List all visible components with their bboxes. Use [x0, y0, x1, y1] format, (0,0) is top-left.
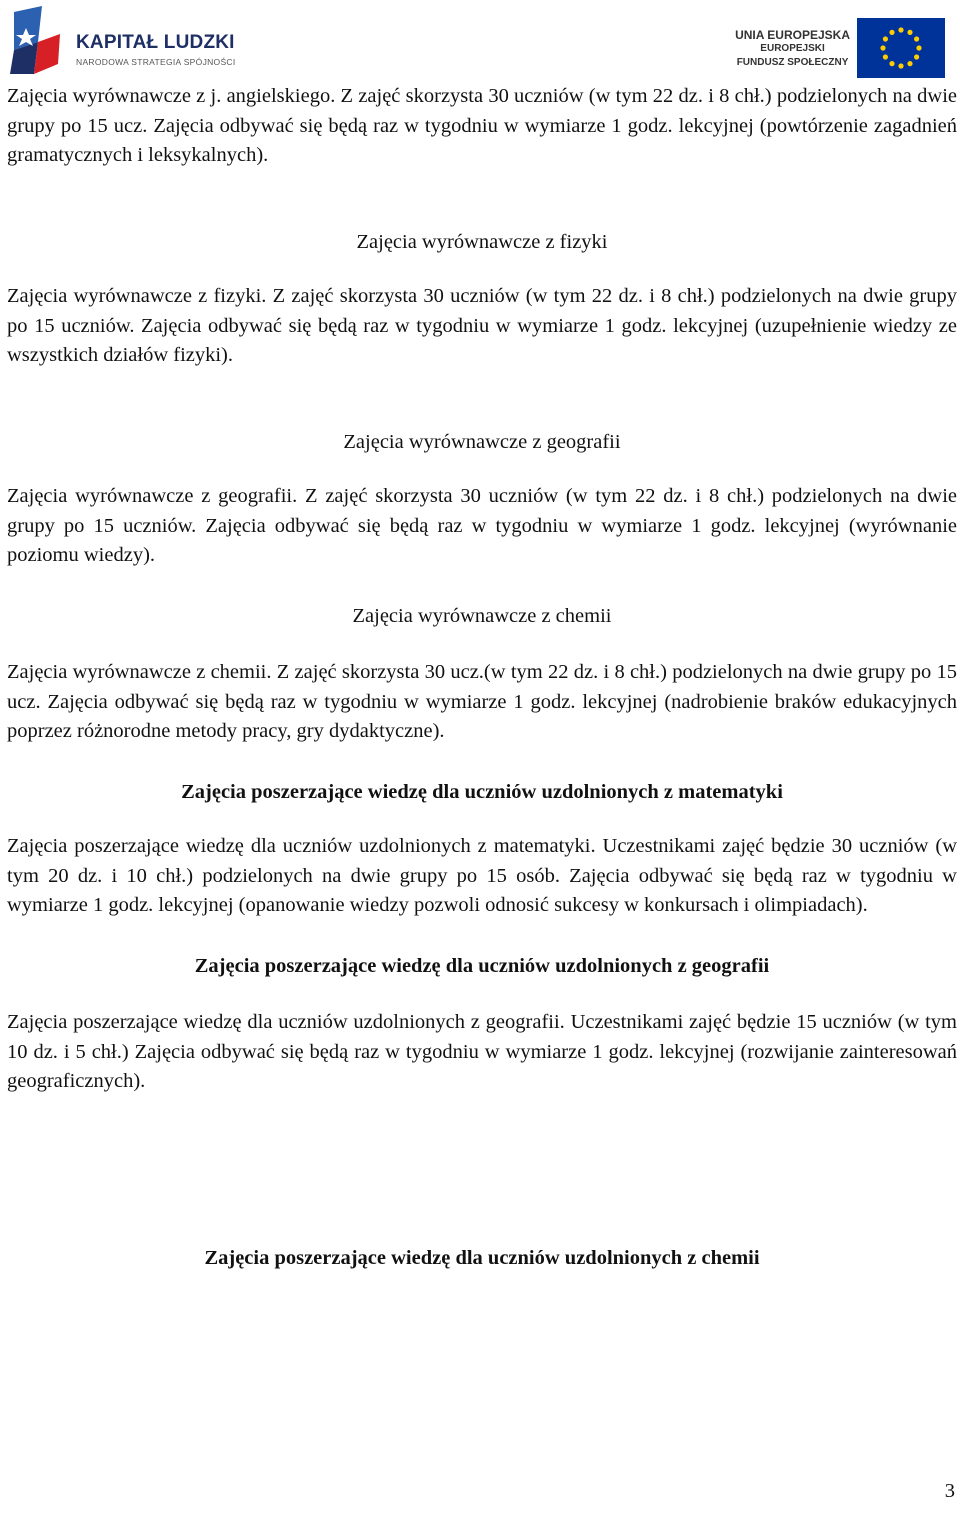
heading-geografia: Zajęcia wyrównawcze z geografii — [343, 430, 621, 453]
eu-logo-line3: FUNDUSZ SPOŁECZNY — [736, 57, 849, 68]
eu-logo-text — [735, 28, 850, 70]
heading-chemia-uzdolnieni: Zajęcia poszerzające wiedzę dla uczniów uzdolnionych z chemii — [204, 1246, 760, 1269]
paragraph-matematyka-uzdolnieni: Zajęcia poszerzające wiedzę dla uczniów uzdolnionych z matematyki. Uczestnikami zajęć będzie 30 uczniów (w tym 20 dz. i 10 chł.) podzielonych na dwie grupy po 15 osób. Zajęcia odbywać się będą raz w tygodniu w wymiarze 1 godz. lekcyjnej (opanowanie wiedzy pozwoli odnosić sukcesy w konkursach i olimpiadach). — [7, 835, 957, 916]
paragraph-angielski: Zajęcia wyrównawcze z j. angielskiego. Z zajęć skorzysta 30 uczniów (w tym 22 dz. i 8 chł.) podzielonych na dwie grupy po 15 ucz. Zajęcia odbywać się będą raz w tygodniu w wymiarze 1 godz. lekcyjnej (powtórzenie zagadnień gramatycznych i leksykalnych). — [7, 85, 957, 166]
heading-fizyka: Zajęcia wyrównawcze z fizyki — [356, 230, 608, 253]
page-header — [0, 0, 960, 82]
paragraph-geografia: Zajęcia wyrównawcze z geografii. Z zajęć skorzysta 30 uczniów (w tym 22 dz. i 8 chł.) podzielonych na dwie grupy po 15 uczniów. Zajęcia odbywać się będą raz w tygodniu w wymiarze 1 godz. lekcyjnej (wyrównanie poziomu wiedzy). — [7, 485, 957, 566]
page-number: 3 — [944, 1480, 955, 1502]
kapital-ludzki-title: KAPITAŁ LUDZKI — [76, 32, 235, 53]
eu-logo-line2: EUROPEJSKI — [760, 43, 825, 54]
eu-logo — [730, 6, 945, 76]
heading-matematyka-uzdolnieni: Zajęcia poszerzające wiedzę dla uczniów uzdolnionych z matematyki — [181, 780, 783, 803]
heading-geografia-uzdolnieni: Zajęcia poszerzające wiedzę dla uczniów uzdolnionych z geografii — [194, 954, 770, 977]
kapital-ludzki-emblem-icon — [8, 4, 68, 76]
document-body — [7, 80, 957, 1273]
eu-logo-line1: UNIA EUROPEJSKA — [735, 28, 850, 42]
heading-chemia: Zajęcia wyrównawcze z chemii — [352, 604, 612, 627]
paragraph-chemia: Zajęcia wyrównawcze z chemii. Z zajęć skorzysta 30 ucz.(w tym 22 dz. i 8 chł.) podzielonych na dwie grupy po 15 ucz. Zajęcia odbywać się będą raz w tygodniu w wymiarze 1 godz. lekcyjnej (nadrobienie braków edukacyjnych poprzez różnorodne metody pracy, gry dydaktyczne). — [7, 661, 957, 742]
paragraph-geografia-uzdolnieni: Zajęcia poszerzające wiedzę dla uczniów uzdolnionych z geografii. Uczestnikami zajęć będzie 15 uczniów (w tym 10 dz. i 5 chł.) Zajęcia odbywać się będą raz w tygodniu w wymiarze 1 godz. lekcyjnej (rozwijanie zainteresowań geograficznych). — [7, 1011, 957, 1092]
eu-flag-icon — [857, 18, 945, 78]
paragraph-fizyka: Zajęcia wyrównawcze z fizyki. Z zajęć skorzysta 30 uczniów (w tym 22 dz. i 8 chł.) podzielonych na dwie grupy po 15 uczniów. Zajęcia odbywać się będą raz w tygodniu w wymiarze 1 godz. lekcyjnej (uzupełnienie wiedzy ze wszystkich działów fizyki). — [7, 285, 957, 366]
kapital-ludzki-logo — [8, 4, 238, 76]
kapital-ludzki-subtitle: NARODOWA STRATEGIA SPÓJNOŚCI — [76, 57, 236, 67]
